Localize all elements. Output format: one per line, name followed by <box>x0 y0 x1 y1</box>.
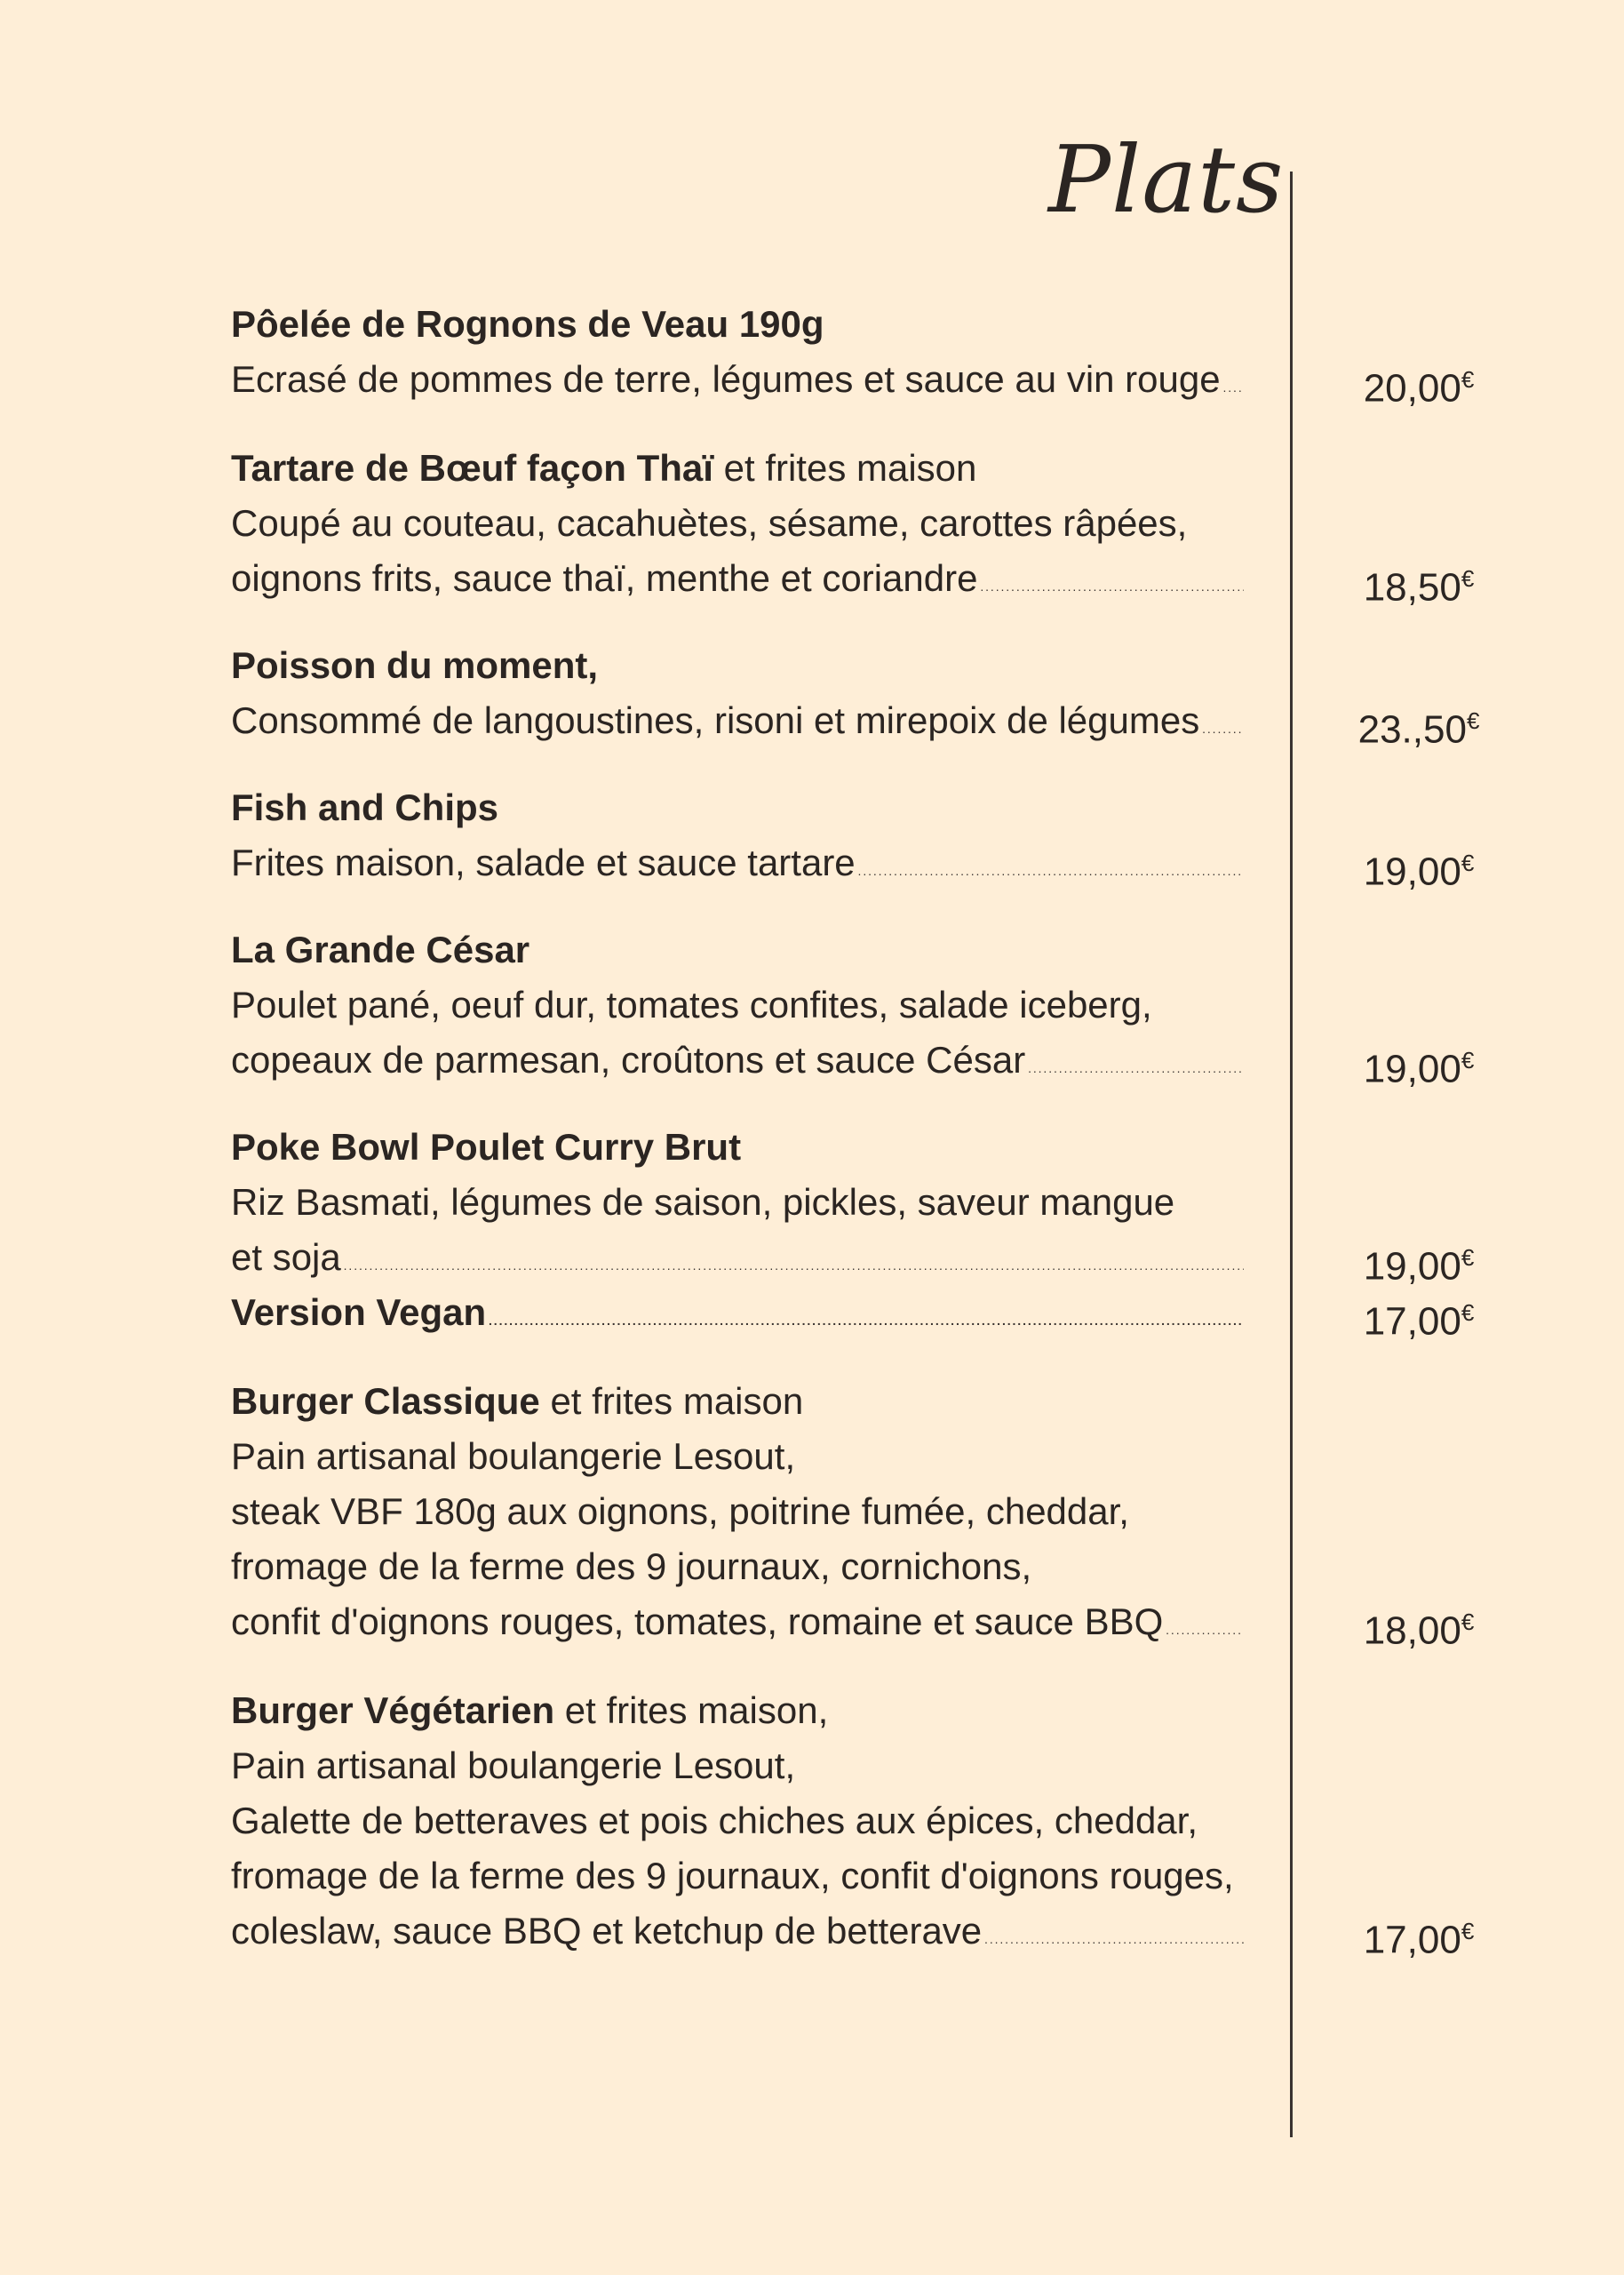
item-name: Fish and Chips <box>231 786 499 828</box>
item-heading <box>231 780 1617 835</box>
item-variant-name: Version Vegan . . . <box>231 1285 1244 1348</box>
item-name: Burger Classique <box>231 1380 540 1422</box>
menu-item <box>231 922 1617 1091</box>
item-description-line <box>231 1793 1617 1848</box>
item-description-line <box>231 1484 1617 1539</box>
item-heading <box>231 1683 1617 1738</box>
item-description: Riz Basmati, légumes de saison, pickles, saveur mangue <box>231 1181 1175 1223</box>
item-variant-line <box>231 1285 1617 1344</box>
item-description: et soja . . . <box>231 1230 1244 1293</box>
item-name: Pôelée de Rognons de Veau 190g <box>231 303 824 345</box>
item-description-line <box>231 693 1617 752</box>
item-name: Tartare de Bœuf façon Thaï <box>231 447 713 489</box>
item-name: Poisson du moment, <box>231 644 599 686</box>
item-description: coleslaw, sauce BBQ et ketchup de betterave . . . <box>231 1904 1244 1967</box>
item-description: Pain artisanal boulangerie Lesout, <box>231 1744 796 1786</box>
item-description-line <box>231 496 1617 551</box>
item-description: Coupé au couteau, cacahuètes, sésame, carottes râpées, <box>231 502 1188 544</box>
item-description: Pain artisanal boulangerie Lesout, <box>231 1435 796 1477</box>
item-description-line <box>231 1738 1617 1793</box>
item-name: La Grande César <box>231 929 530 970</box>
item-heading <box>231 922 1617 978</box>
item-description: Ecrasé de pommes de terre, légumes et sauce au vin rouge . . . <box>231 352 1244 415</box>
currency-symbol: € <box>1461 1244 1475 1271</box>
item-name-suffix: et frites maison <box>712 447 977 489</box>
item-description: Poulet pané, oeuf dur, tomates confites, salade iceberg, <box>231 984 1152 1026</box>
menu-item <box>231 1120 1617 1344</box>
page-title: Plats <box>1048 125 1285 234</box>
menu-item <box>231 441 1617 610</box>
item-description: oignons frits, sauce thaï, menthe et coriandre . . . <box>231 551 1244 614</box>
item-heading <box>231 441 1617 496</box>
item-price: 19,00€ <box>1363 1244 1475 1289</box>
item-description: steak VBF 180g aux oignons, poitrine fumée, cheddar, <box>231 1490 1129 1532</box>
item-price: 18,50€ <box>1363 565 1475 610</box>
item-description-line <box>231 1230 1617 1289</box>
item-price: 19,00€ <box>1363 850 1475 894</box>
item-description: fromage de la ferme des 9 journaux, confit d'oignons rouges, <box>231 1855 1234 1896</box>
menu-item <box>231 1683 1617 1962</box>
item-description-line <box>231 1539 1617 1594</box>
item-description-line <box>231 1848 1617 1904</box>
currency-symbol: € <box>1461 1608 1475 1635</box>
item-description: confit d'oignons rouges, tomates, romaine et sauce BBQ . . . <box>231 1594 1244 1657</box>
item-price: 20,00€ <box>1363 366 1475 411</box>
item-description-line <box>231 978 1617 1033</box>
item-price: 23.,50€ <box>1357 707 1480 752</box>
item-name: Poke Bowl Poulet Curry Brut <box>231 1126 742 1168</box>
item-description-line <box>231 1033 1617 1091</box>
item-name: Burger Végétarien <box>231 1689 555 1731</box>
item-description-line <box>231 551 1617 610</box>
item-description: Consommé de langoustines, risoni et mirepoix de légumes . . . <box>231 693 1244 756</box>
menu-item <box>231 638 1617 752</box>
menu-item <box>231 1374 1617 1653</box>
item-price: 17,00€ <box>1363 1918 1475 1962</box>
currency-symbol: € <box>1461 850 1475 876</box>
item-description-line <box>231 352 1617 411</box>
item-description-line <box>231 1175 1617 1230</box>
item-heading <box>231 297 1617 352</box>
item-description-line <box>231 1594 1617 1653</box>
item-description: Frites maison, salade et sauce tartare . . . <box>231 835 1244 898</box>
item-price: 19,00€ <box>1363 1047 1475 1091</box>
item-description-line <box>231 1904 1617 1962</box>
item-description: copeaux de parmesan, croûtons et sauce César . . . <box>231 1033 1244 1096</box>
item-description-line <box>231 835 1617 894</box>
item-name-suffix: et frites maison, <box>554 1689 829 1731</box>
item-heading <box>231 1374 1617 1429</box>
item-name-suffix: et frites maison <box>539 1380 804 1422</box>
item-price: 18,00€ <box>1363 1608 1475 1653</box>
item-description: Galette de betteraves et pois chiches aux épices, cheddar, <box>231 1800 1198 1841</box>
currency-symbol: € <box>1461 366 1475 393</box>
currency-symbol: € <box>1461 1918 1475 1944</box>
item-description-line <box>231 1429 1617 1484</box>
item-heading <box>231 638 1617 693</box>
currency-symbol: € <box>1461 1299 1475 1326</box>
currency-symbol: € <box>1466 707 1480 734</box>
menu-item <box>231 297 1617 411</box>
menu-item <box>231 780 1617 894</box>
item-heading <box>231 1120 1617 1175</box>
item-variant-price: 17,00€ <box>1363 1299 1475 1344</box>
currency-symbol: € <box>1461 1047 1475 1074</box>
currency-symbol: € <box>1461 565 1475 592</box>
item-description: fromage de la ferme des 9 journaux, cornichons, <box>231 1545 1032 1587</box>
